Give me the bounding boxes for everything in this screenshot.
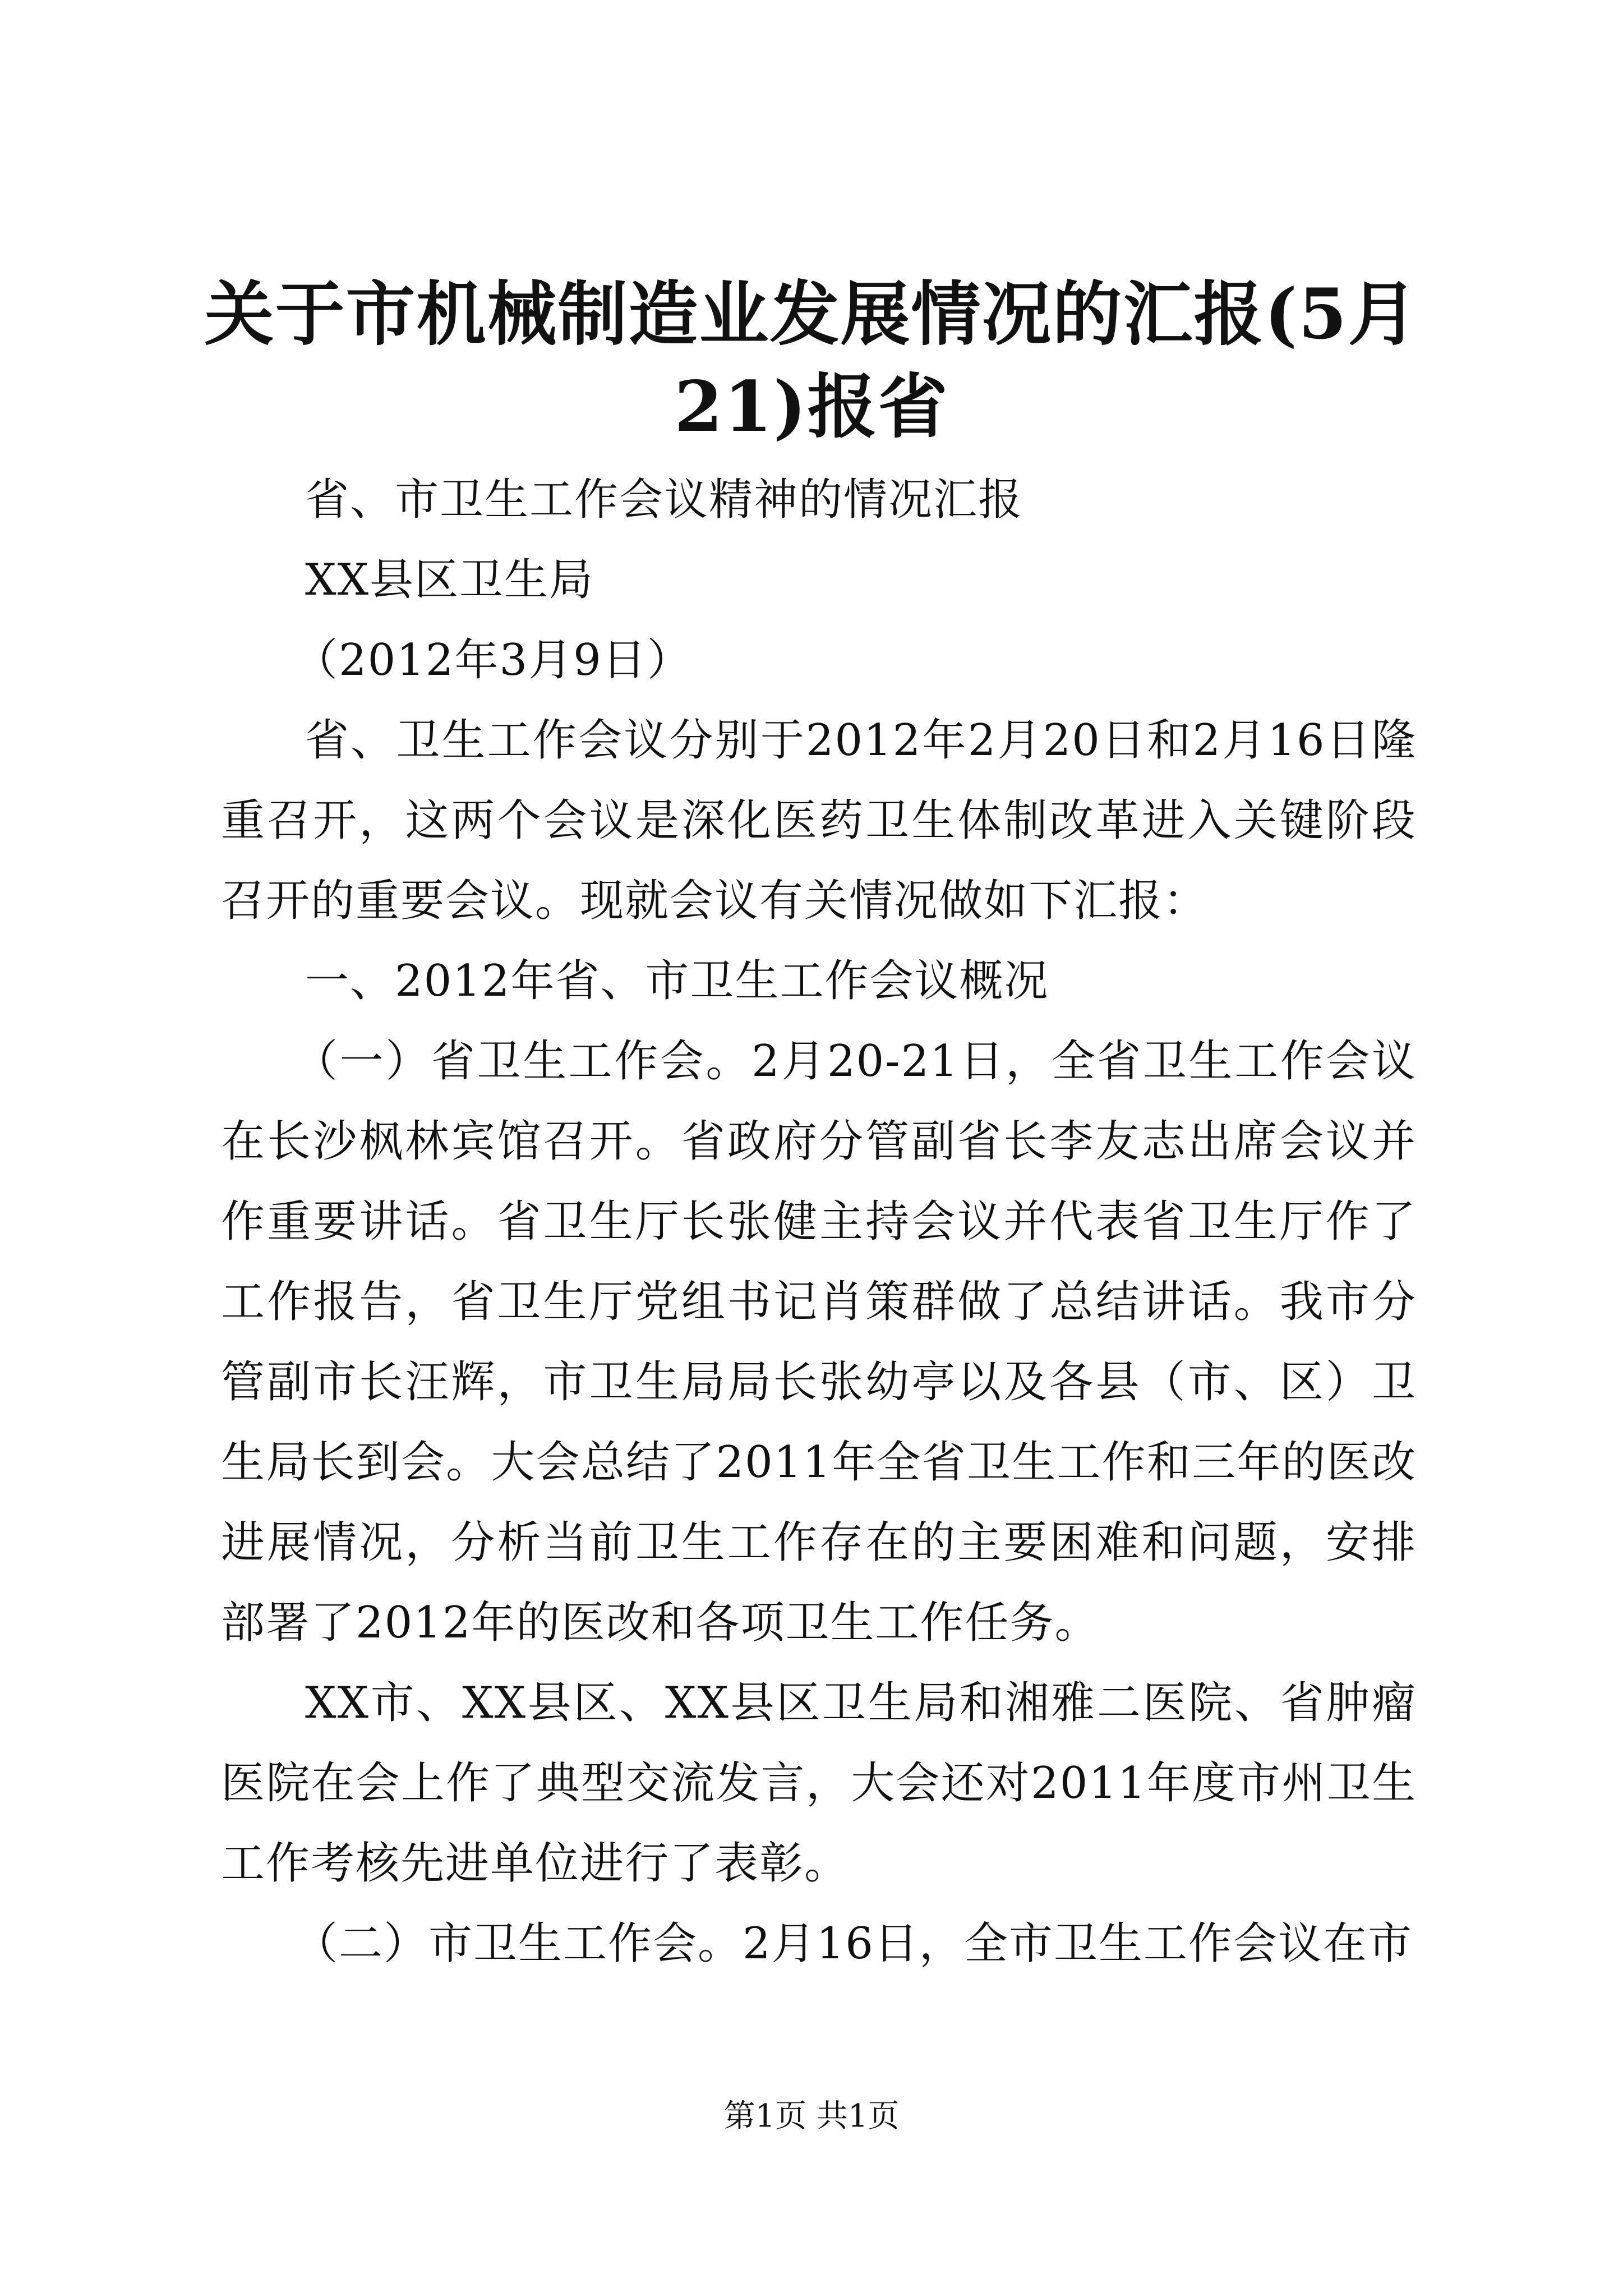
document-title: 关于市机械制造业发展情况的汇报(5月21)报省: [204, 274, 1419, 448]
report-subtitle: 省、市卫生工作会议精神的情况汇报: [305, 475, 1023, 525]
page-footer: 第1页 共1页: [723, 2098, 900, 2134]
section-heading: 一、2012年省、市卫生工作会议概况: [305, 956, 1049, 1006]
intro-paragraph: 省、卫生工作会议分别于2012年2月20日和2月16日隆重召开，这两个会议是深化医药卫生体制改革进入关键阶段召开的重要会议。现就会议有关情况做如下汇报：: [221, 715, 1417, 926]
report-date: （2012年3月9日）: [294, 635, 692, 685]
provincial-meeting-paragraph: （一）省卫生工作会。2月20-21日，全省卫生工作会议在长沙枫林宾馆召开。省政府分管副省长李友志出席会议并作重要讲话。省卫生厅长张健主持会议并代表省卫生厅作了工作报告，省卫生厅党组书记肖策群做了总结讲话。我市分管副市长汪辉，市卫生局局长张幼亭以及各县（市、区）卫生局长到会。大会总结了2011年全省卫生工作和三年的医改进展情况，分析当前卫生工作存在的主要困难和问题，安排部署了2012年的医改和各项卫生工作任务。: [221, 1036, 1417, 1648]
document-body: [221, 460, 1417, 1984]
city-meeting-paragraph: （二）市卫生工作会。2月16日，全市卫生工作会议在市: [294, 1918, 1413, 1969]
exchange-paragraph: XX市、XX县区、XX县区卫生局和湘雅二医院、省肿瘤医院在会上作了典型交流发言，大会还对2011年度市州卫生工作考核先进单位进行了表彰。: [221, 1678, 1417, 1889]
issuing-office: XX县区卫生局: [305, 555, 594, 605]
